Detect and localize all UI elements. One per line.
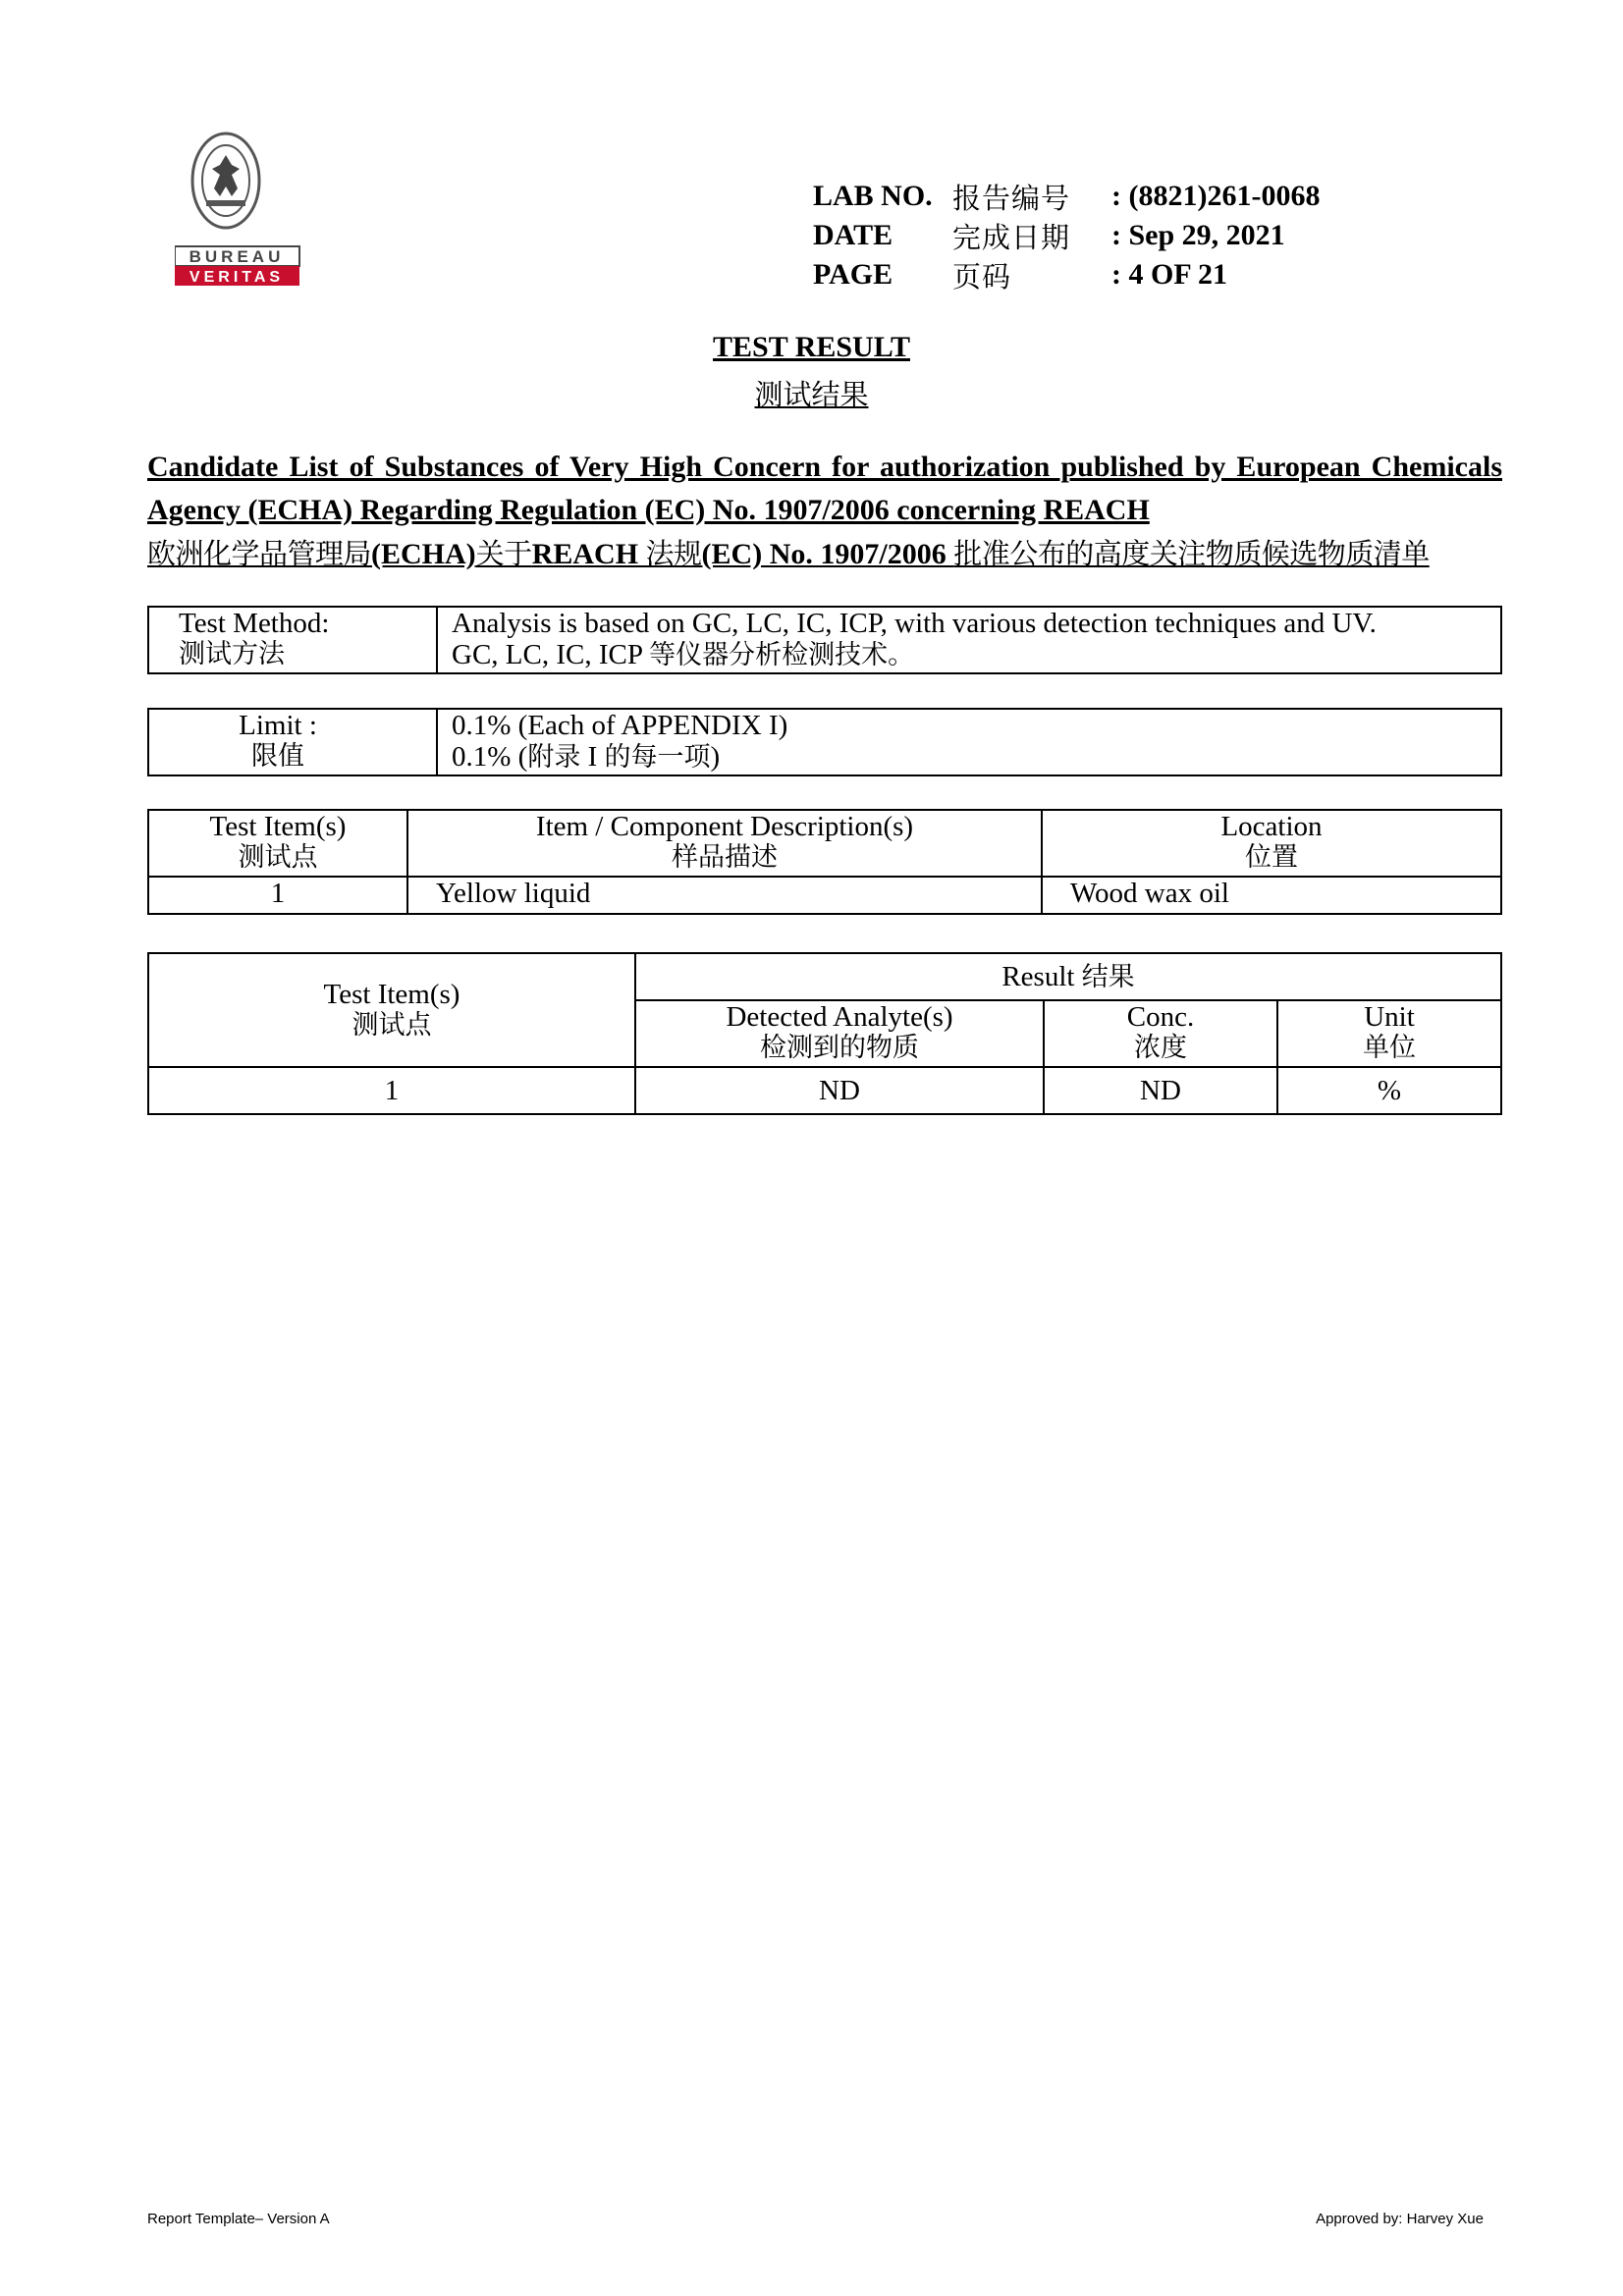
header-detected-analyte: Detected Analyte(s) 检测到的物质 (635, 1000, 1044, 1067)
bureau-veritas-logo (175, 126, 304, 288)
header-description: Item / Component Description(s) 样品描述 (407, 810, 1042, 877)
header-result: Result 结果 (635, 953, 1501, 1000)
date-label-cn: 完成日期 (952, 220, 1071, 254)
test-method-label-cell (148, 607, 437, 673)
svg-text:VERITAS: VERITAS (189, 269, 285, 286)
page-title: TEST RESULT (713, 331, 910, 363)
limit-text-cn: 0.1% (附录 I 的每一项) (452, 741, 721, 773)
lab-no-label-cn: 报告编号 (952, 181, 1071, 215)
regulation-cn-part: (ECHA) (371, 538, 476, 570)
regulation-cn-part: 欧洲化学品管理局 (147, 537, 372, 570)
date-label: DATE (813, 219, 893, 251)
header-unit: Unit 单位 (1277, 1000, 1501, 1067)
header-row-page (813, 255, 1320, 294)
header-conc: Conc. 浓度 (1044, 1000, 1277, 1067)
limit-label-cn: 限值 (251, 741, 304, 772)
test-method-text: Analysis is based on GC, LC, IC, ICP, with various detection techniques and UV. (452, 608, 1377, 639)
limit-label-cell (148, 709, 437, 775)
header-row-lab-no (813, 177, 1320, 216)
page-value: : 4 OF 21 (1111, 258, 1228, 291)
page-label-cn: 页码 (952, 259, 1012, 294)
test-method-text-cn: 等仪器分析检测技术。 (649, 640, 915, 670)
report-header (813, 177, 1320, 294)
item-location: Wood wax oil (1042, 877, 1501, 914)
table-row (148, 877, 1501, 914)
header-result-test-items: Test Item(s) 测试点 (148, 953, 635, 1067)
result-conc: ND (1044, 1067, 1277, 1114)
limit-text-cell (437, 709, 1501, 775)
limit-text: 0.1% (Each of APPENDIX I) (452, 710, 788, 741)
limit-label: Limit : (239, 710, 317, 741)
test-method-text-cell (437, 607, 1501, 673)
bureau-veritas-seal-icon (175, 126, 304, 288)
regulation-cn-part: 关于 (475, 537, 532, 570)
header-row-date (813, 216, 1320, 255)
result-item-number: 1 (148, 1067, 635, 1114)
regulation-cn-part: 批准公布的高度关注物质候选物质清单 (953, 537, 1430, 570)
regulation-line-cn (147, 532, 1502, 576)
header-location: Location 位置 (1042, 810, 1501, 877)
header-test-items: Test Item(s) 测试点 (148, 810, 407, 877)
page-title-cn: 测试结果 (754, 378, 869, 411)
test-items-header-row (148, 810, 1501, 877)
test-method-text-cn-prefix: GC, LC, IC, ICP (452, 639, 650, 670)
page-label: PAGE (813, 258, 893, 291)
test-method-table (147, 606, 1502, 674)
regulation-line-1: Candidate List of Substances of Very High Concern for authorization published by European Chemicals (147, 451, 1502, 483)
lab-no-label: LAB NO. (813, 180, 933, 212)
result-analyte: ND (635, 1067, 1044, 1114)
regulation-heading (147, 446, 1502, 576)
limit-table (147, 708, 1502, 776)
date-value: : Sep 29, 2021 (1111, 219, 1285, 251)
item-description: Yellow liquid (407, 877, 1042, 914)
regulation-cn-part: (EC) No. 1907/2006 (701, 538, 954, 570)
test-items-table (147, 809, 1502, 915)
footer-template-version: Report Template– Version A (147, 2211, 330, 2227)
regulation-line-2: Agency (ECHA) Regarding Regulation (EC) No. 1907/2006 concerning REACH (147, 494, 1150, 526)
regulation-cn-part: 法规 (645, 537, 702, 570)
footer-approved-by: Approved by: Harvey Xue (1316, 2211, 1484, 2227)
result-unit: % (1277, 1067, 1501, 1114)
regulation-cn-part: REACH (531, 538, 646, 570)
result-table (147, 952, 1502, 1115)
lab-no-value: : (8821)261-0068 (1111, 180, 1321, 212)
result-header-row (148, 953, 1501, 1000)
item-number: 1 (148, 877, 407, 914)
test-method-label-cn: 测试方法 (179, 639, 285, 669)
table-row (148, 1067, 1501, 1114)
svg-text:BUREAU: BUREAU (189, 247, 285, 266)
test-method-label: Test Method: (179, 608, 330, 639)
